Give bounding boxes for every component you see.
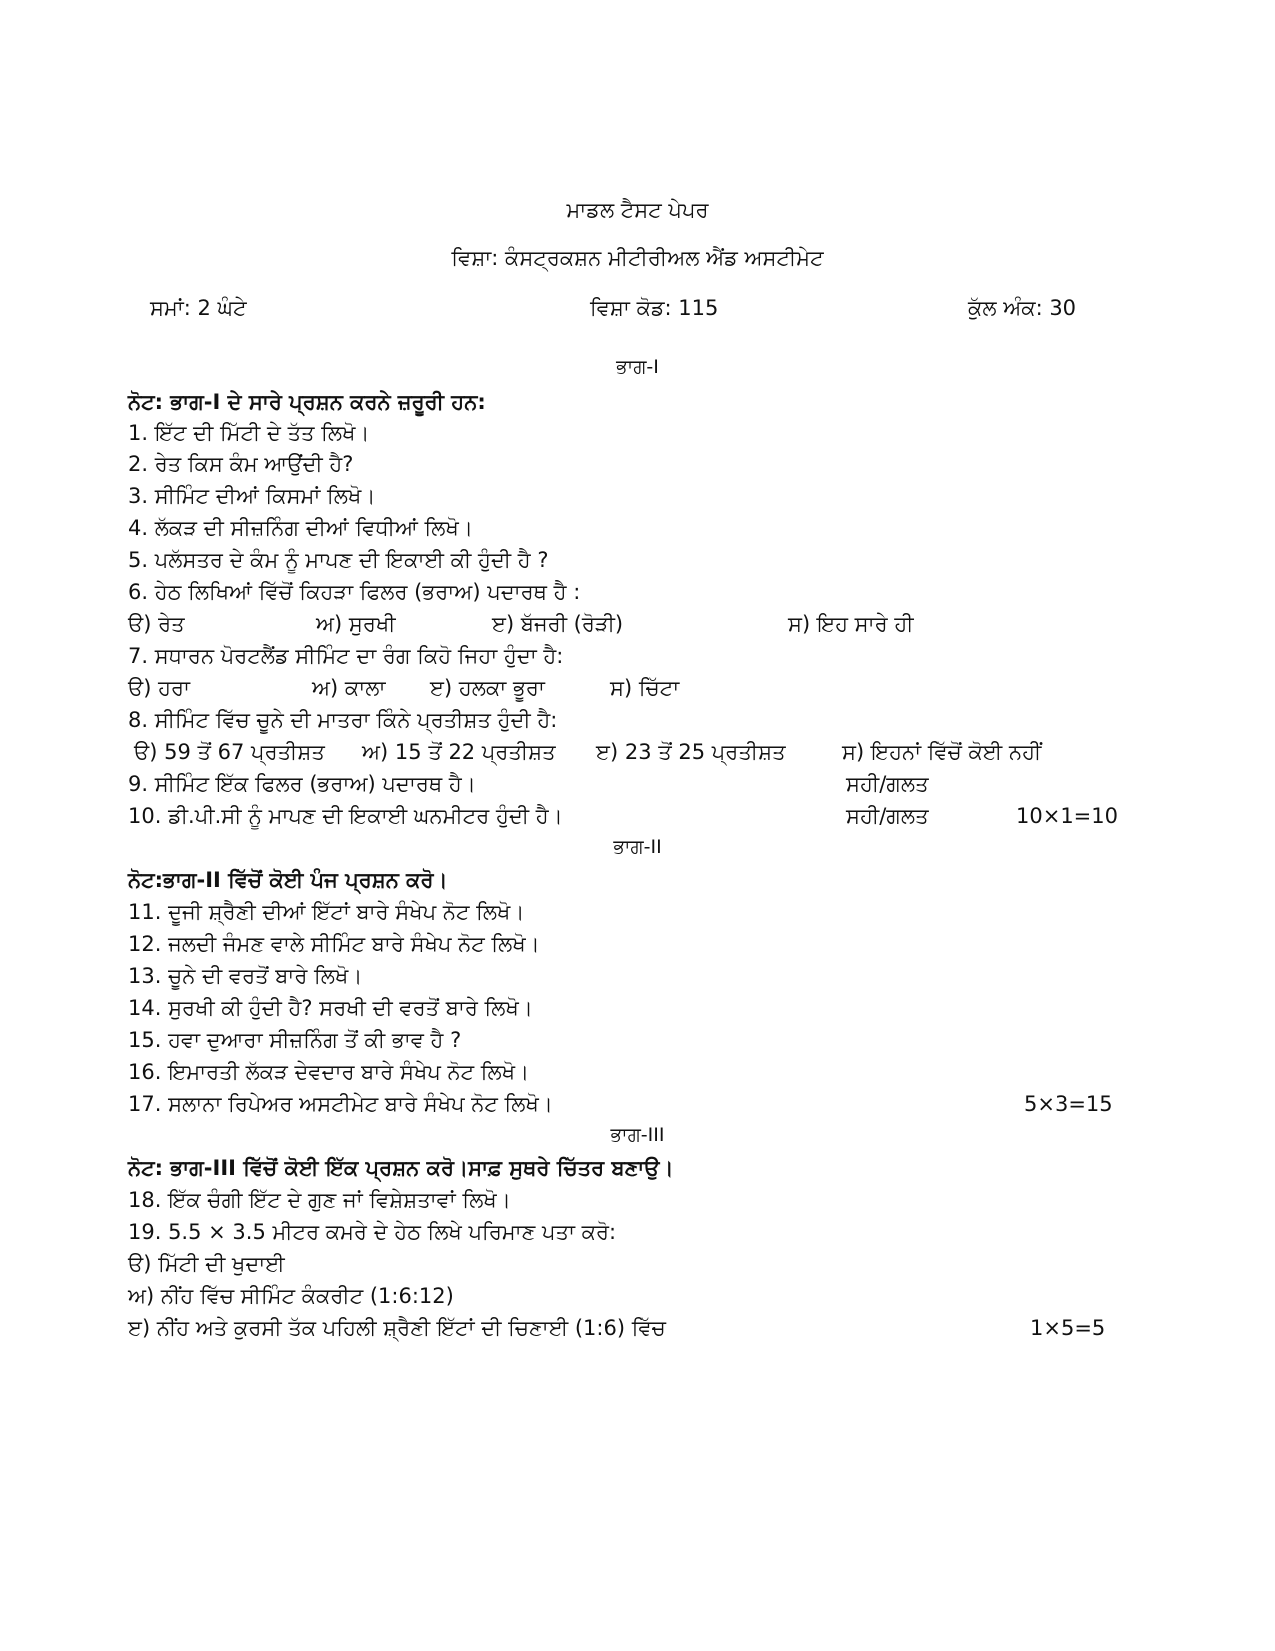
question-19: 19. 5.5 × 3.5 ਮੀਟਰ ਕਮਰੇ ਦੇ ਹੇਠ ਲਿਖੇ ਪਰਿਮਾਣ ਪਤਾ ਕਰੋ: (128, 1220, 617, 1244)
subject-code: ਵਿਸ਼ਾ ਕੋਡ: 115 (590, 296, 719, 320)
q7-option-b: ਅ) ਕਾਲਾ (312, 676, 386, 700)
q19-part-a: ੳ) ਮਿੱਟੀ ਦੀ ਖੁਦਾਈ (128, 1252, 285, 1276)
question-18: 18. ਇੱਕ ਚੰਗੀ ਇੱਟ ਦੇ ਗੁਣ ਜਾਂ ਵਿਸ਼ੇਸ਼ਤਾਵਾਂ ਲਿਖੋ। (128, 1188, 511, 1212)
question-2: 2. ਰੇਤ ਕਿਸ ਕੰਮ ਆਉਂਦੀ ਹੈ? (128, 452, 354, 476)
q6-option-c: ੲ) ਬੱਜਰੀ (ਰੋੜੀ) (492, 612, 624, 636)
question-16: 16. ਇਮਾਰਤੀ ਲੱਕੜ ਦੇਵਦਾਰ ਬਾਰੇ ਸੰਖੇਪ ਨੋਟ ਲਿਖੋ। (128, 1060, 530, 1084)
question-6: 6. ਹੇਠ ਲਿਖਿਆਂ ਵਿੱਚੋਂ ਕਿਹੜਾ ਫਿਲਰ (ਭਰਾਅ) ਪਦਾਰਥ ਹੈ : (128, 580, 581, 604)
q7-option-a: ੳ) ਹਰਾ (128, 676, 191, 700)
question-1: 1. ਇੱਟ ਦੀ ਮਿੱਟੀ ਦੇ ਤੱਤ ਲਿਖੋ। (128, 421, 370, 445)
paper-title: ਮਾਡਲ ਟੈਸਟ ਪੇਪਰ (566, 198, 709, 222)
part2-note: ਨੋਟ:ਭਾਗ-II ਵਿੱਚੋਂ ਕੋਈ ਪੰਜ ਪ੍ਰਸ਼ਨ ਕਰੋ। (128, 868, 448, 892)
question-17: 17. ਸਲਾਨਾ ਰਿਪੇਅਰ ਅਸਟੀਮੇਟ ਬਾਰੇ ਸੰਖੇਪ ਨੋਟ ਲਿਖੋ। (128, 1092, 553, 1116)
q8-option-c: ੲ) 23 ਤੋਂ 25 ਪ੍ਰਤੀਸ਼ਤ (596, 740, 786, 764)
part1-marks: 10×1=10 (1016, 804, 1118, 828)
q8-option-a: ੳ) 59 ਤੋਂ 67 ਪ੍ਰਤੀਸ਼ਤ (134, 740, 325, 764)
q6-option-d: ਸ) ਇਹ ਸਾਰੇ ਹੀ (788, 612, 914, 636)
question-8: 8. ਸੀਮਿੰਟ ਵਿੱਚ ਚੂਨੇ ਦੀ ਮਾਤਰਾ ਕਿੰਨੇ ਪ੍ਰਤੀਸ਼ਤ ਹੁੰਦੀ ਹੈ: (128, 708, 558, 732)
q10-true-false: ਸਹੀ/ਗਲਤ (846, 804, 929, 828)
q19-part-c: ੲ) ਨੀਂਹ ਅਤੇ ਕੁਰਸੀ ਤੱਕ ਪਹਿਲੀ ਸ਼੍ਰੈਣੀ ਇੱਟਾਂ ਦੀ ਚਿਣਾਈ (1:6) ਵਿੱਚ (128, 1316, 666, 1340)
question-7: 7. ਸਧਾਰਨ ਪੋਰਟਲੈਂਡ ਸੀਮਿੰਟ ਦਾ ਰੰਗ ਕਿਹੋ ਜਿਹਾ ਹੁੰਦਾ ਹੈ: (128, 644, 564, 668)
question-9: 9. ਸੀਮਿੰਟ ਇੱਕ ਫਿਲਰ (ਭਰਾਅ) ਪਦਾਰਥ ਹੈ। (128, 772, 476, 796)
question-5: 5. ਪਲੱਸਤਰ ਦੇ ਕੰਮ ਨੂੰ ਮਾਪਣ ਦੀ ਇਕਾਈ ਕੀ ਹੁੰਦੀ ਹੈ ? (128, 548, 549, 572)
part3-note: ਨੋਟ: ਭਾਗ-III ਵਿੱਚੋਂ ਕੋਈ ਇੱਕ ਪ੍ਰਸ਼ਨ ਕਰੋ।ਸਾਫ਼ ਸੁਥਰੇ ਚਿੱਤਰ ਬਣਾਉ। (128, 1156, 674, 1180)
q7-option-d: ਸ) ਚਿੱਟਾ (610, 676, 680, 700)
question-14: 14. ਸੁਰਖੀ ਕੀ ਹੁੰਦੀ ਹੈ? ਸਰਖੀ ਦੀ ਵਰਤੋਂ ਬਾਰੇ ਲਿਖੋ। (128, 996, 533, 1020)
part1-note: ਨੋਟ: ਭਾਗ-I ਦੇ ਸਾਰੇ ਪ੍ਰਸ਼ਨ ਕਰਨੇ ਜ਼ਰੂਰੀ ਹਨ: (128, 390, 486, 414)
part2-heading: ਭਾਗ-II (613, 836, 662, 858)
question-4: 4. ਲੱਕੜ ਦੀ ਸੀਜ਼ਨਿੰਗ ਦੀਆਂ ਵਿਧੀਆਂ ਲਿਖੋ। (128, 516, 473, 540)
part1-heading: ਭਾਗ-I (616, 356, 659, 378)
part3-marks: 1×5=5 (1030, 1316, 1106, 1340)
part2-marks: 5×3=15 (1024, 1092, 1113, 1116)
subject-line: ਵਿਸ਼ਾ: ਕੰਸਟ੍ਰਕਸ਼ਨ ਮੀਟੀਰੀਅਲ ਐਂਡ ਅਸਟੀਮੇਟ (451, 246, 824, 270)
part3-heading: ਭਾਗ-III (610, 1124, 665, 1146)
q8-option-b: ਅ) 15 ਤੋਂ 22 ਪ੍ਰਤੀਸ਼ਤ (362, 740, 556, 764)
total-marks: ਕੁੱਲ ਅੰਕ: 30 (968, 296, 1077, 320)
q6-option-b: ਅ) ਸੁਰਖੀ (316, 612, 396, 636)
question-10: 10. ਡੀ.ਪੀ.ਸੀ ਨੂੰ ਮਾਪਣ ਦੀ ਇਕਾਈ ਘਨਮੀਟਰ ਹੁੰਦੀ ਹੈ। (128, 804, 563, 828)
question-12: 12. ਜਲਦੀ ਜੰਮਣ ਵਾਲੇ ਸੀਮਿੰਟ ਬਾਰੇ ਸੰਖੇਪ ਨੋਟ ਲਿਖੋ। (128, 932, 540, 956)
question-3: 3. ਸੀਮਿੰਟ ਦੀਆਂ ਕਿਸਮਾਂ ਲਿਖੋ। (128, 484, 376, 508)
q9-true-false: ਸਹੀ/ਗਲਤ (846, 772, 929, 796)
q19-part-b: ਅ) ਨੀਂਹ ਵਿੱਚ ਸੀਮਿੰਟ ਕੰਕਰੀਟ (1:6:12) (128, 1284, 454, 1308)
question-15: 15. ਹਵਾ ਦੁਆਰਾ ਸੀਜ਼ਨਿੰਗ ਤੋਂ ਕੀ ਭਾਵ ਹੈ ? (128, 1028, 462, 1052)
q6-option-a: ੳ) ਰੇਤ (128, 612, 185, 636)
question-13: 13. ਚੂਨੇ ਦੀ ਵਰਤੋਂ ਬਾਰੇ ਲਿਖੋ। (128, 964, 363, 988)
time-label: ਸਮਾਂ: 2 ਘੰਟੇ (150, 296, 247, 320)
q8-option-d: ਸ) ਇਹਨਾਂ ਵਿੱਚੋਂ ਕੋਈ ਨਹੀਂ (842, 740, 1042, 764)
question-11: 11. ਦੂਜੀ ਸ਼੍ਰੈਣੀ ਦੀਆਂ ਇੱਟਾਂ ਬਾਰੇ ਸੰਖੇਪ ਨੋਟ ਲਿਖੋ। (128, 900, 525, 924)
q7-option-c: ੲ) ਹਲਕਾ ਭੂਰਾ (430, 676, 545, 700)
